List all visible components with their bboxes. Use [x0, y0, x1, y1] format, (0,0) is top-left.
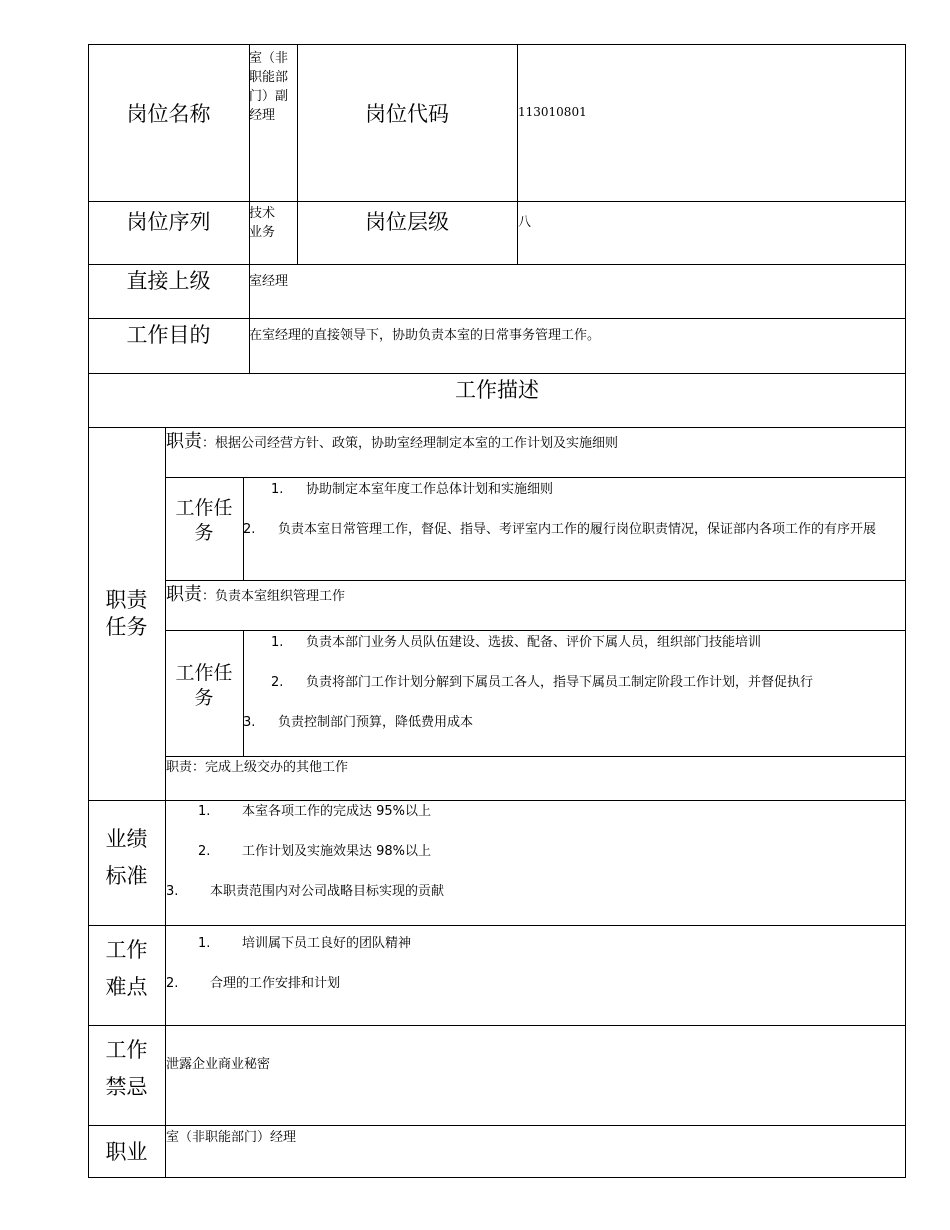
performance-item-3-num: 3.: [166, 884, 179, 899]
career-label: 职业: [105, 1139, 148, 1164]
taboo-text: 泄露企业商业秘密: [166, 1057, 271, 1072]
duty-2-prefix: 职责: [166, 584, 202, 605]
performance-item-1-num: 1.: [198, 804, 211, 819]
duty-2-task-label: 工作任务: [175, 662, 233, 709]
work-purpose-label: 工作目的: [126, 323, 211, 347]
duty-2-task-2: [271, 673, 901, 693]
direct-superior-label: 直接上级: [126, 269, 211, 293]
duty-2-task-3-num: 3.: [243, 715, 256, 730]
career-label-cell: [88, 1125, 165, 1178]
difficulty-item-1-text: 培训属下员工良好的团队精神: [242, 936, 412, 951]
performance-item-1-text: 本室各项工作的完成达 95%以上: [242, 804, 432, 819]
column-divider: [243, 630, 244, 756]
row-divider: [165, 580, 906, 581]
duty-1-task-2-text: 负责本室日常管理工作，督促、指导、考评室内工作的履行岗位职责情况，保证部内各项工作的有序开展: [278, 522, 877, 537]
duty-1-text: 根据公司经营方针、政策，协助室经理制定本室的工作计划及实施细则: [215, 436, 619, 451]
performance-item-2-text: 工作计划及实施效果达 98%以上: [242, 844, 432, 859]
duty-1-prefix: 职责: [166, 431, 202, 452]
duty-2-text: 负责本室组织管理工作: [215, 589, 346, 604]
position-level-label: 岗位层级: [365, 210, 449, 234]
position-code-value: 113010801: [518, 105, 587, 119]
work-description-heading: 工作描述: [455, 378, 539, 402]
duty-2-task-label-cell: [165, 630, 243, 756]
performance-item-1: [198, 802, 898, 822]
difficulty-label: 工作难点: [105, 938, 148, 999]
difficulty-item-2-text: 合理的工作安排和计划: [210, 976, 341, 991]
work-purpose-value: 在室经理的直接领导下，协助负责本室的日常事务管理工作。: [249, 328, 601, 343]
duty-2-task-1-num: 1.: [271, 635, 284, 650]
row-divider: [88, 925, 906, 926]
duties-label-cell: [88, 427, 165, 800]
performance-item-3: [166, 882, 896, 902]
performance-item-3-text: 本职责范围内对公司战略目标实现的贡献: [210, 884, 445, 899]
row-divider: [88, 800, 906, 801]
difficulty-item-1: [198, 934, 898, 954]
duty-1-task-1-num: 1.: [271, 482, 284, 497]
duty-2-task-2-text: 负责将部门工作计划分解到下属员工各人，指导下属员工制定阶段工作计划，并督促执行: [306, 675, 814, 690]
difficulty-item-2-num: 2.: [166, 976, 179, 991]
taboo-label: 工作禁忌: [105, 1038, 148, 1099]
duty-1-task-label: 工作任务: [175, 496, 233, 544]
row-divider: [88, 1025, 906, 1026]
row-divider: [88, 427, 906, 428]
career-text: 室（非职能部门）经理: [166, 1130, 297, 1145]
position-level-value: 八: [518, 215, 532, 230]
duty-3: 职责：完成上级交办的其他工作: [166, 760, 349, 775]
duty-1-colon: ：: [202, 436, 216, 451]
duty-1-task-1-text: 协助制定本室年度工作总体计划和实施细则: [306, 482, 554, 497]
duty-2-colon: ：: [202, 589, 216, 604]
direct-superior-value: 室经理: [249, 274, 289, 289]
row-divider: [165, 630, 906, 631]
position-name-value: 室（非职能部门）副经理: [249, 51, 289, 123]
duty-2: [166, 583, 901, 627]
position-sequence-label: 岗位序列: [126, 210, 211, 234]
difficulty-item-2: [166, 974, 896, 994]
duty-1-task-1: [271, 480, 891, 500]
duty-2-task-2-num: 2.: [271, 675, 284, 690]
performance-item-2: [198, 842, 898, 862]
difficulty-item-1-num: 1.: [198, 936, 211, 951]
row-divider: [88, 1125, 906, 1126]
performance-label: 业绩标准: [105, 826, 148, 888]
duties-label: 职责任务: [105, 587, 148, 639]
difficulty-label-cell: [88, 925, 165, 1025]
duty-2-task-3: [243, 713, 893, 733]
duty-1-task-2-num: 2.: [243, 522, 256, 537]
taboo-label-cell: [88, 1025, 165, 1125]
position-sequence-value: 技术业务: [249, 206, 276, 240]
performance-label-cell: [88, 800, 165, 925]
duty-2-task-1: [271, 633, 901, 653]
duty-1-task-label-cell: [165, 477, 243, 580]
duty-1: [166, 430, 901, 474]
duty-1-task-2: [243, 520, 903, 560]
row-divider: [165, 477, 906, 478]
duty-2-task-3-text: 负责控制部门预算，降低费用成本: [278, 715, 474, 730]
row-divider: [165, 756, 906, 757]
position-name-label: 岗位名称: [126, 102, 211, 126]
performance-item-2-num: 2.: [198, 844, 211, 859]
position-code-label: 岗位代码: [365, 102, 449, 126]
duty-2-task-1-text: 负责本部门业务人员队伍建设、选拔、配备、评价下属人员，组织部门技能培训: [306, 635, 762, 650]
